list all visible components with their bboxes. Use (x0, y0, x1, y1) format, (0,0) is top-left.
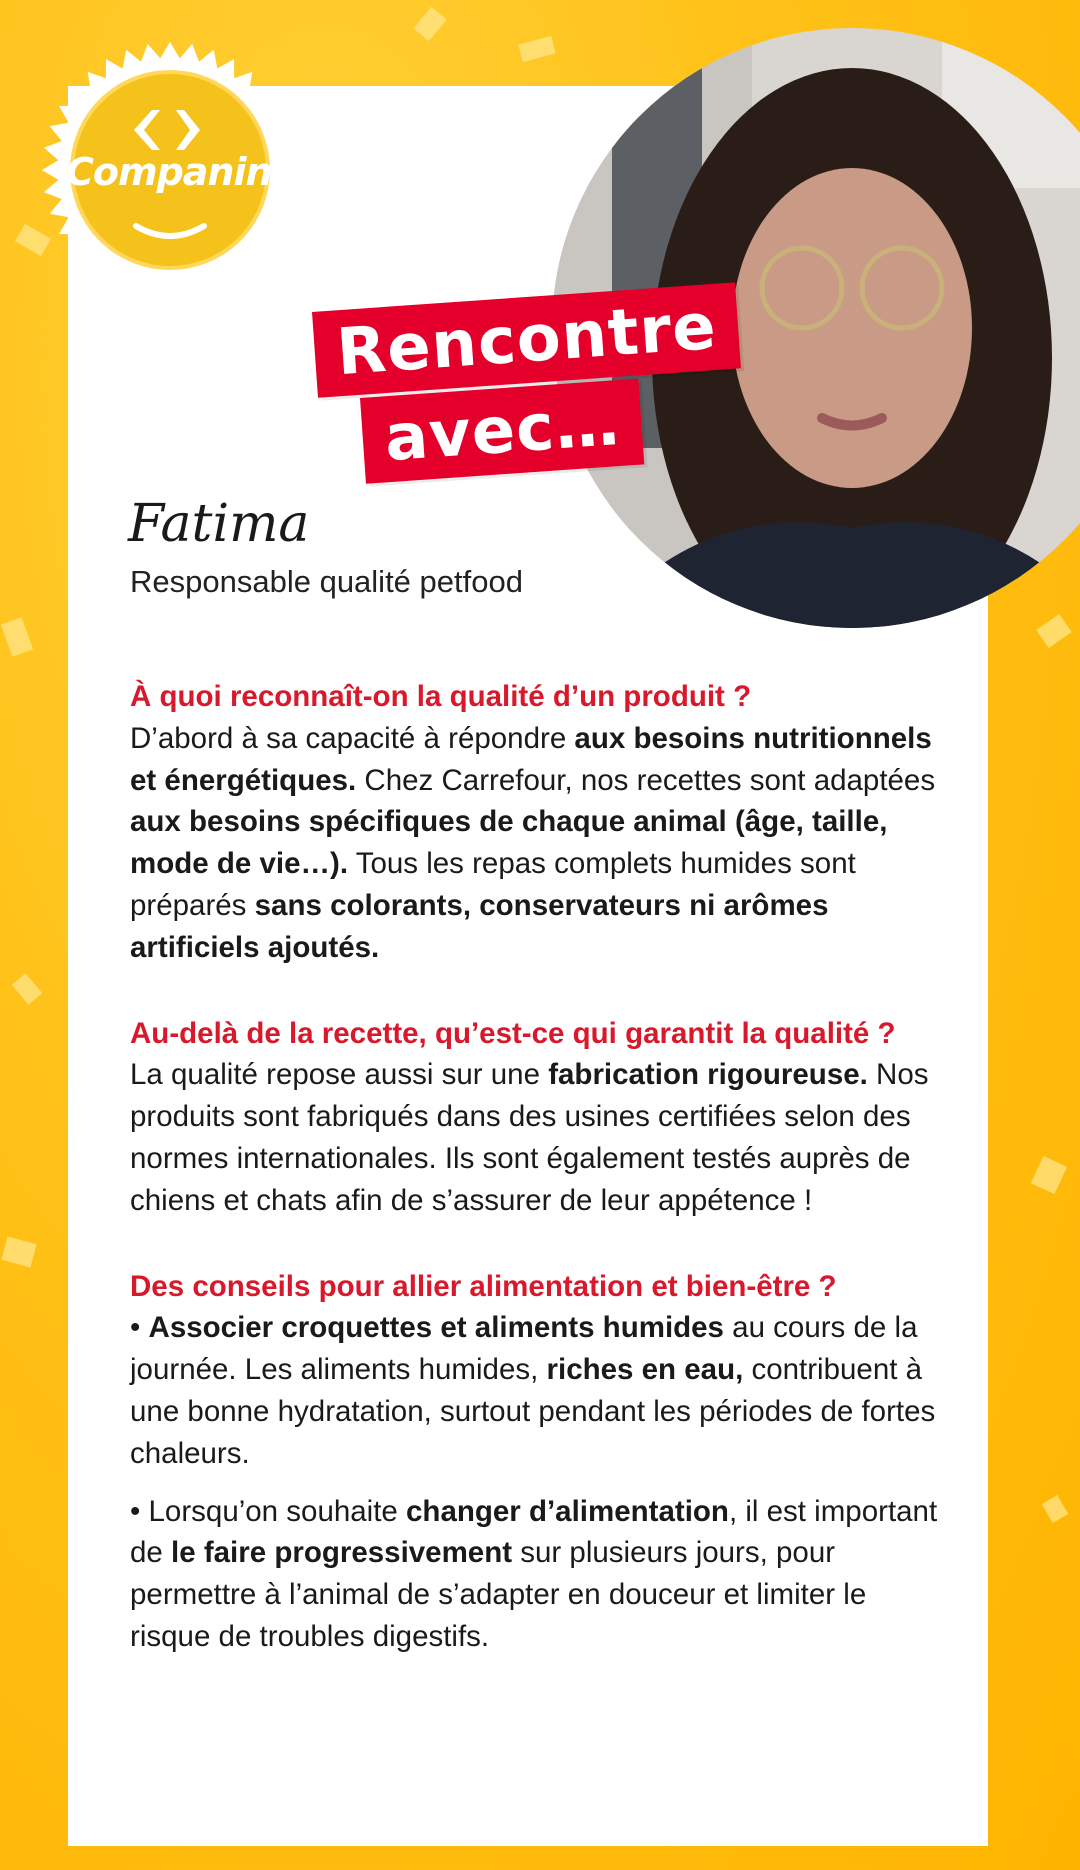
companino-logo (40, 40, 300, 300)
text-run: • Lorsqu’on souhaite (130, 1494, 407, 1528)
text-run: • (130, 1311, 149, 1345)
confetti-piece (1042, 1495, 1069, 1523)
section-answer (130, 1491, 950, 1658)
bold-text: sans colorants, conservateurs ni arômes artificiels ajoutés. (130, 888, 829, 964)
bold-text: aux besoins spécifiques de chaque animal (âge, taille, mode de vie…). (130, 805, 888, 881)
bold-text: riches en eau, (546, 1353, 744, 1387)
section-gap (130, 1222, 950, 1266)
section-answer (130, 1307, 950, 1474)
text-run: au cours de la journée. Les aliments humides, (130, 1311, 918, 1387)
text-run: D’abord à sa capacité à répondre (130, 721, 575, 755)
confetti-piece (413, 7, 446, 41)
banner-line-1: Rencontre (312, 282, 741, 397)
text-run: Tous les repas complets humides sont préparés (130, 847, 856, 922)
person-name: Fatima (128, 494, 310, 554)
confetti-piece (1031, 1156, 1067, 1194)
bold-text: Associer croquettes et aliments humides (148, 1311, 724, 1345)
text-run: Nos produits sont fabriqués dans des usines certifiées selon des normes internationales. Ils sont également testés auprès de chiens et chats afin de s’assurer de leur appétence ! (130, 1058, 929, 1217)
section-answer (130, 718, 950, 969)
bold-text: fabrication rigoureuse. (548, 1058, 868, 1092)
section-gap (130, 969, 950, 1013)
interview-content (130, 676, 950, 1658)
banner-line-2: avec… (360, 379, 645, 484)
bold-text: aux besoins nutritionnels et énergétiques. (130, 721, 932, 797)
text-run: Chez Carrefour, nos recettes sont adaptées (356, 763, 936, 797)
bold-text: le faire progressivement (171, 1536, 513, 1570)
confetti-piece (1036, 614, 1072, 648)
text-run: contribuent à une bonne hydratation, surtout pendant les périodes de fortes chaleurs. (130, 1353, 936, 1470)
confetti-piece (12, 973, 43, 1004)
paragraph-gap (130, 1475, 950, 1491)
confetti-piece (518, 36, 556, 62)
confetti-piece (1, 617, 33, 656)
section-question: À quoi reconnaît-on la qualité d’un produit ? (130, 680, 752, 713)
logo-text: Companino (66, 150, 297, 194)
person-role: Responsable qualité petfood (130, 564, 523, 599)
text-run: sur plusieurs jours, pour permettre à l’animal de s’adapter en douceur et limiter le risque de troubles digestifs. (130, 1536, 867, 1653)
bold-text: changer d’alimentation (406, 1494, 729, 1528)
text-run: , il est important de (130, 1494, 938, 1570)
confetti-piece (1, 1237, 36, 1268)
text-run: La qualité repose aussi sur une (130, 1058, 549, 1092)
section-answer (130, 1054, 950, 1221)
section-question: Des conseils pour allier alimentation et bien-être ? (130, 1269, 837, 1303)
section-question: Au-delà de la recette, qu’est-ce qui garantit la qualité ? (130, 1016, 896, 1050)
